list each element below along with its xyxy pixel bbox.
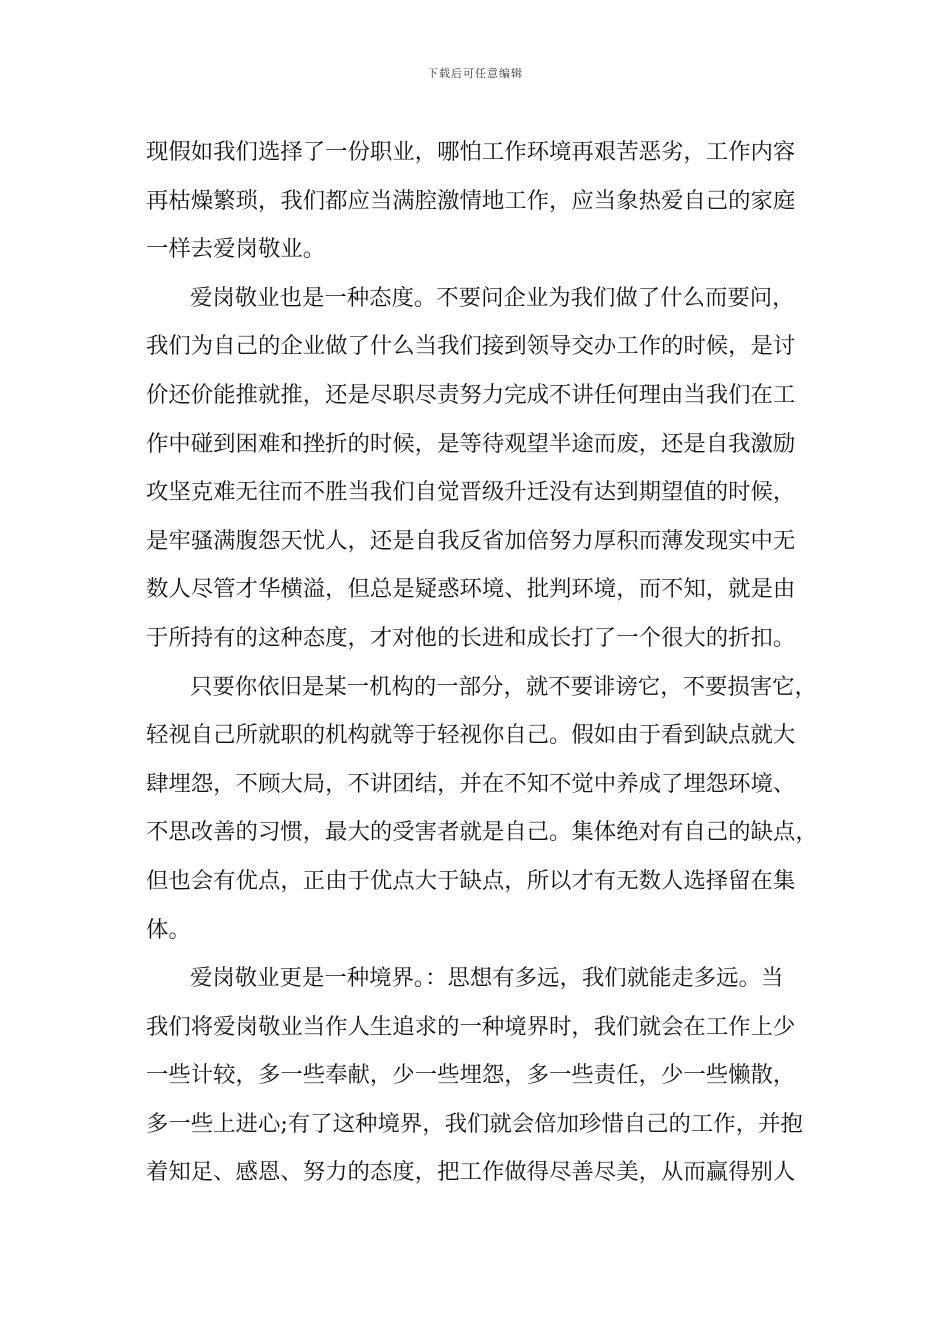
text-line-19: 我们将爱岗敬业当作人生追求的一种境界时，我们就会在工作上少	[146, 1013, 796, 1040]
text-line-1: 现假如我们选择了一份职业，哪怕工作环境再艰苦恶劣，工作内容	[146, 139, 796, 165]
page-header: 下载后可任意编辑	[427, 67, 523, 80]
text-line-9: 是牢骚满腹怨天忧人，还是自我反省加倍努力厚积而薄发现实中无	[146, 527, 796, 554]
document-body	[146, 128, 818, 1197]
text-line-16: 但也会有优点，正由于优点大于缺点，所以才有无数人选择留在集	[146, 867, 796, 894]
text-line-6: 价还价能推就推，还是尽职尽责努力完成不讲任何理由当我们在工	[146, 381, 796, 408]
text-line-22: 着知足、感恩、努力的态度，把工作做得尽善尽美，从而赢得别人	[146, 1159, 796, 1186]
text-line-17: 体。	[146, 916, 191, 943]
text-line-5: 我们为自己的企业做了什么当我们接到领导交办工作的时候，是讨	[146, 333, 796, 360]
text-line-14: 肆埋怨，不顾大局，不讲团结，并在不知不觉中养成了埋怨环境、	[146, 770, 796, 797]
text-line-12: 只要你依旧是某一机构的一部分，就不要诽谤它，不要损害它，	[190, 673, 817, 700]
text-line-20: 一些计较，多一些奉献，少一些埋怨，多一些责任，少一些懒散，	[146, 1062, 796, 1089]
text-line-21: 多一些上进心;有了这种境界，我们就会倍加珍惜自己的工作，并抱	[146, 1110, 803, 1137]
text-line-10: 数人尽管才华横溢，但总是疑惑环境、批判环境，而不知，就是由	[146, 576, 796, 603]
text-line-11: 于所持有的这种态度，才对他的长进和成长打了一个很大的折扣。	[146, 624, 796, 651]
text-line-2: 再枯燥繁琐，我们都应当满腔激情地工作，应当象热爱自己的家庭	[146, 187, 796, 214]
text-line-13: 轻视自己所就职的机构就等于轻视你自己。假如由于看到缺点就大	[146, 722, 796, 749]
text-line-15: 不思改善的习惯，最大的受害者就是自己。集体绝对有自己的缺点，	[146, 819, 818, 846]
text-line-3: 一样去爱岗敬业。	[146, 236, 326, 263]
text-line-4: 爱岗敬业也是一种态度。不要问企业为我们做了什么而要问，	[190, 284, 795, 311]
text-line-8: 攻坚克难无往而不胜当我们自觉晋级升迁没有达到期望值的时候，	[146, 479, 796, 506]
text-line-18: 爱岗敬业更是一种境界。：思想有多远，我们就能走多远。当	[190, 965, 784, 992]
text-line-7: 作中碰到困难和挫折的时候，是等待观望半途而废，还是自我激励	[146, 430, 796, 457]
